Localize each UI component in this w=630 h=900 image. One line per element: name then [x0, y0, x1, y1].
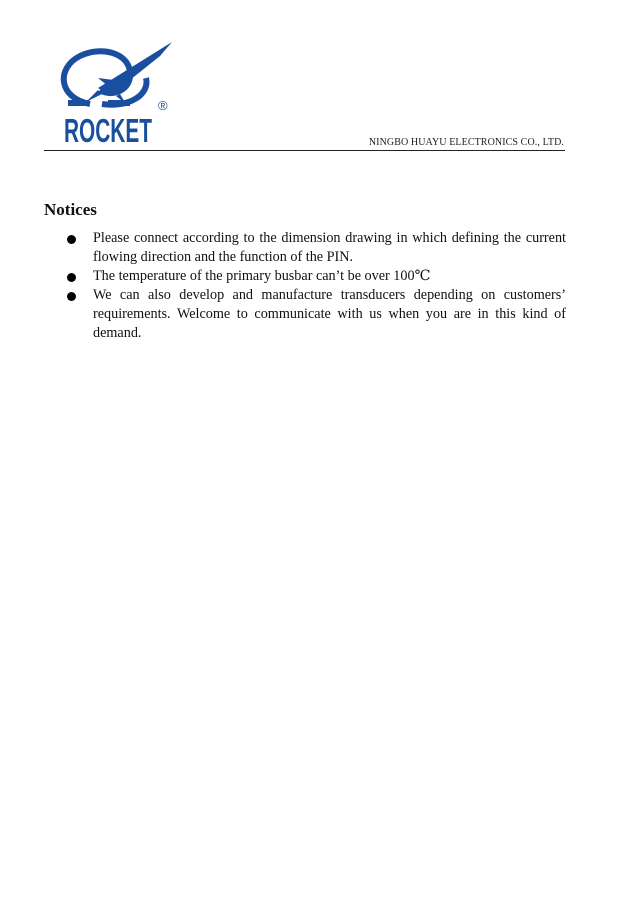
registered-mark: ® [158, 98, 168, 113]
list-item [44, 267, 566, 286]
list-item [44, 286, 566, 343]
bullet-icon [67, 292, 76, 301]
rocket-logo [50, 38, 190, 148]
list-item [44, 229, 566, 267]
notice-text: We can also develop and manufacture transducers depending on customers’ requirements. Welcome to communicate with us when you are in this kind of demand. [93, 287, 566, 341]
notice-text: Please connect according to the dimension drawing in which defining the current flowing direction and the function of the PIN. [93, 230, 566, 265]
notices-list [44, 229, 566, 343]
header-divider [44, 150, 565, 151]
bullet-icon [67, 235, 76, 244]
notice-text: The temperature of the primary busbar can’t be over 100℃ [93, 268, 431, 284]
section-title: Notices [44, 200, 97, 219]
logo-text: ROCKET [64, 112, 152, 148]
bullet-icon [67, 273, 76, 282]
company-name: NINGBO HUAYU ELECTRONICS CO., LTD. [368, 137, 564, 148]
